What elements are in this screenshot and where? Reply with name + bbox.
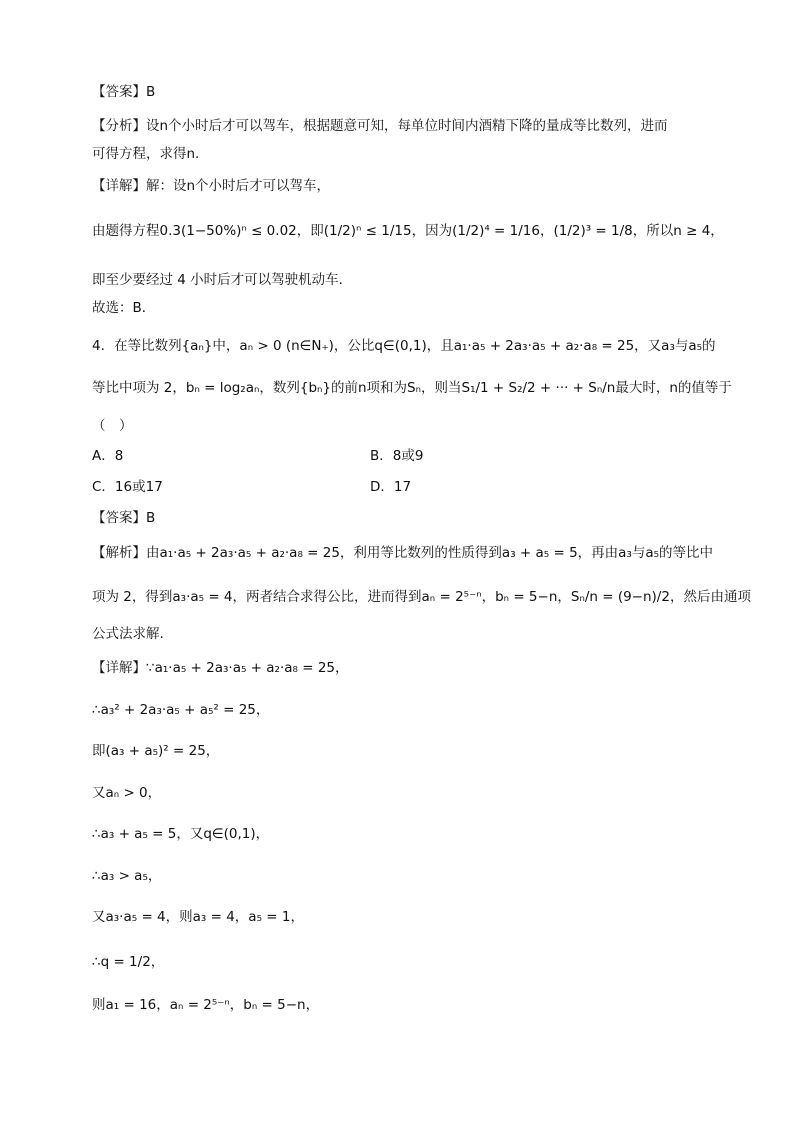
answer-label-2: 【答案】B xyxy=(92,510,156,526)
question-4-stem-line-3: （ ） xyxy=(92,418,133,434)
question-4-stem-line-2: 等比中项为 2，bₙ = log₂aₙ，数列{bₙ}的前n项和为Sₙ，则当S₁/1 + S₂/2 + ··· + Sₙ/n最大时，n的值等于 xyxy=(92,380,732,396)
solution-analysis-line-1: 【解析】由a₁·a₅ + 2a₃·a₅ + a₂·a₈ = 25，利用等比数列的性质得到a₃ + a₅ = 5，再由a₃与a₅的等比中 xyxy=(92,545,714,561)
option-a: A．8 xyxy=(92,448,124,464)
detail-line-1: 【详解】解：设n个小时后才可以驾车， xyxy=(92,178,331,194)
step-line-7: 又a₃·a₅ = 4，则a₃ = 4，a₅ = 1， xyxy=(92,909,304,925)
option-d: D．17 xyxy=(370,479,412,495)
analysis-line-1: 【分析】设n个小时后才可以驾车，根据题意可知，每单位时间内酒精下降的量成等比数列，进而 xyxy=(92,118,668,134)
step-line-6: ∴a₃ > a₅， xyxy=(92,868,162,884)
step-line-3: 即(a₃ + a₅)² = 25， xyxy=(92,743,220,759)
detail-line-2: 由题得方程0.3(1−50%)ⁿ ≤ 0.02，即(1/2)ⁿ ≤ 1/15，因为(1/2)⁴ = 1/16，(1/2)³ = 1/8，所以n ≥ 4， xyxy=(92,223,724,239)
step-line-4: 又aₙ > 0， xyxy=(92,785,162,801)
conclusion-line: 故选：B． xyxy=(92,300,156,316)
step-line-8: ∴q = 1/2， xyxy=(92,954,165,970)
step-line-1: 【详解】∵a₁·a₅ + 2a₃·a₅ + a₂·a₈ = 25， xyxy=(92,660,349,676)
step-line-2: ∴a₃² + 2a₃·a₅ + a₅² = 25， xyxy=(92,702,270,718)
analysis-line-2: 可得方程，求得n． xyxy=(92,146,209,162)
solution-analysis-line-2: 项为 2，得到a₃·a₅ = 4，两者结合求得公比，进而得到aₙ = 2⁵⁻ⁿ，bₙ = 5−n，Sₙ/n = (9−n)/2，然后由通项 xyxy=(92,589,751,605)
detail-line-3: 即至少要经过 4 小时后才可以驾驶机动车． xyxy=(92,272,353,288)
step-line-9: 则a₁ = 16，aₙ = 2⁵⁻ⁿ，bₙ = 5−n， xyxy=(92,997,320,1013)
question-4-stem-line-1: 4．在等比数列{aₙ}中，aₙ > 0 (n∈N₊)，公比q∈(0,1)，且a₁·a₅ + 2a₃·a₅ + a₂·a₈ = 25，又a₃与a₅的 xyxy=(92,338,716,354)
solution-analysis-line-3: 公式法求解. xyxy=(92,626,164,642)
option-b: B．8或9 xyxy=(370,448,424,464)
answer-label-1: 【答案】B xyxy=(92,84,156,100)
option-c: C．16或17 xyxy=(92,479,163,495)
step-line-5: ∴a₃ + a₅ = 5，又q∈(0,1)， xyxy=(92,826,270,842)
